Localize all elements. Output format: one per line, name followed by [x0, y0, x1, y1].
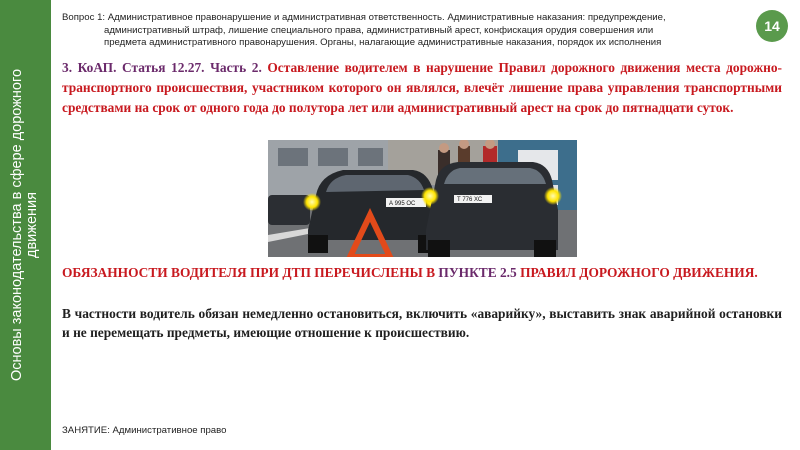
- lesson-footer: ЗАНЯТИЕ: Административное право: [62, 425, 227, 436]
- duties-heading-after: ПРАВИЛ ДОРОЖНОГО ДВИЖЕНИЯ.: [516, 265, 758, 280]
- duties-heading-before: ОБЯЗАННОСТИ ВОДИТЕЛЯ ПРИ ДТП ПЕРЕЧИСЛЕНЫ В: [62, 265, 439, 280]
- sidebar-title-line1: Основы законодательства в сфере дорожного: [9, 68, 25, 382]
- law-reference: 3. КоАП. Статья 12.27. Часть 2.: [62, 60, 262, 75]
- header-line1: Вопрос 1: Административное правонарушение и административная ответственность. Административные наказания: предупреждение,: [62, 12, 666, 23]
- law-paragraph: [62, 58, 782, 118]
- plate-2: Т 776 ХС: [457, 197, 483, 203]
- accident-photo-illustration: [268, 140, 577, 257]
- header-line2: административный штраф, лишение специального права, административный арест, конфискация орудия совершения или: [104, 24, 654, 36]
- sidebar: [0, 0, 51, 450]
- duties-heading: [62, 263, 782, 282]
- sidebar-title-line2: движения: [24, 192, 40, 258]
- duties-text: В частности водитель обязан немедленно остановиться, включить «аварийку», выставить знак аварийной остановки и не перемещать предметы, имеющие отношение к происшествию.: [62, 306, 782, 340]
- question-header: [62, 12, 742, 50]
- law-text: Оставление водителем в нарушение Правил дорожного движения места дорожно-транспортного происшествия, участником которого он являлся, влечёт лишение права управления транспортными средствами на срок от одного года до полутора лет или административный арест на срок до пятнадцати суток.: [62, 60, 782, 115]
- duties-point-reference: ПУНКТЕ 2.5: [438, 265, 517, 280]
- sidebar-title: [10, 15, 40, 435]
- accident-photo: [268, 140, 577, 257]
- slide-number-badge: 14: [756, 10, 788, 42]
- header-line3: предмета административного правонарушения. Органы, налагающие административные наказания, порядок их исполнения: [104, 37, 662, 48]
- plate-1: А 995 ОС: [389, 201, 416, 207]
